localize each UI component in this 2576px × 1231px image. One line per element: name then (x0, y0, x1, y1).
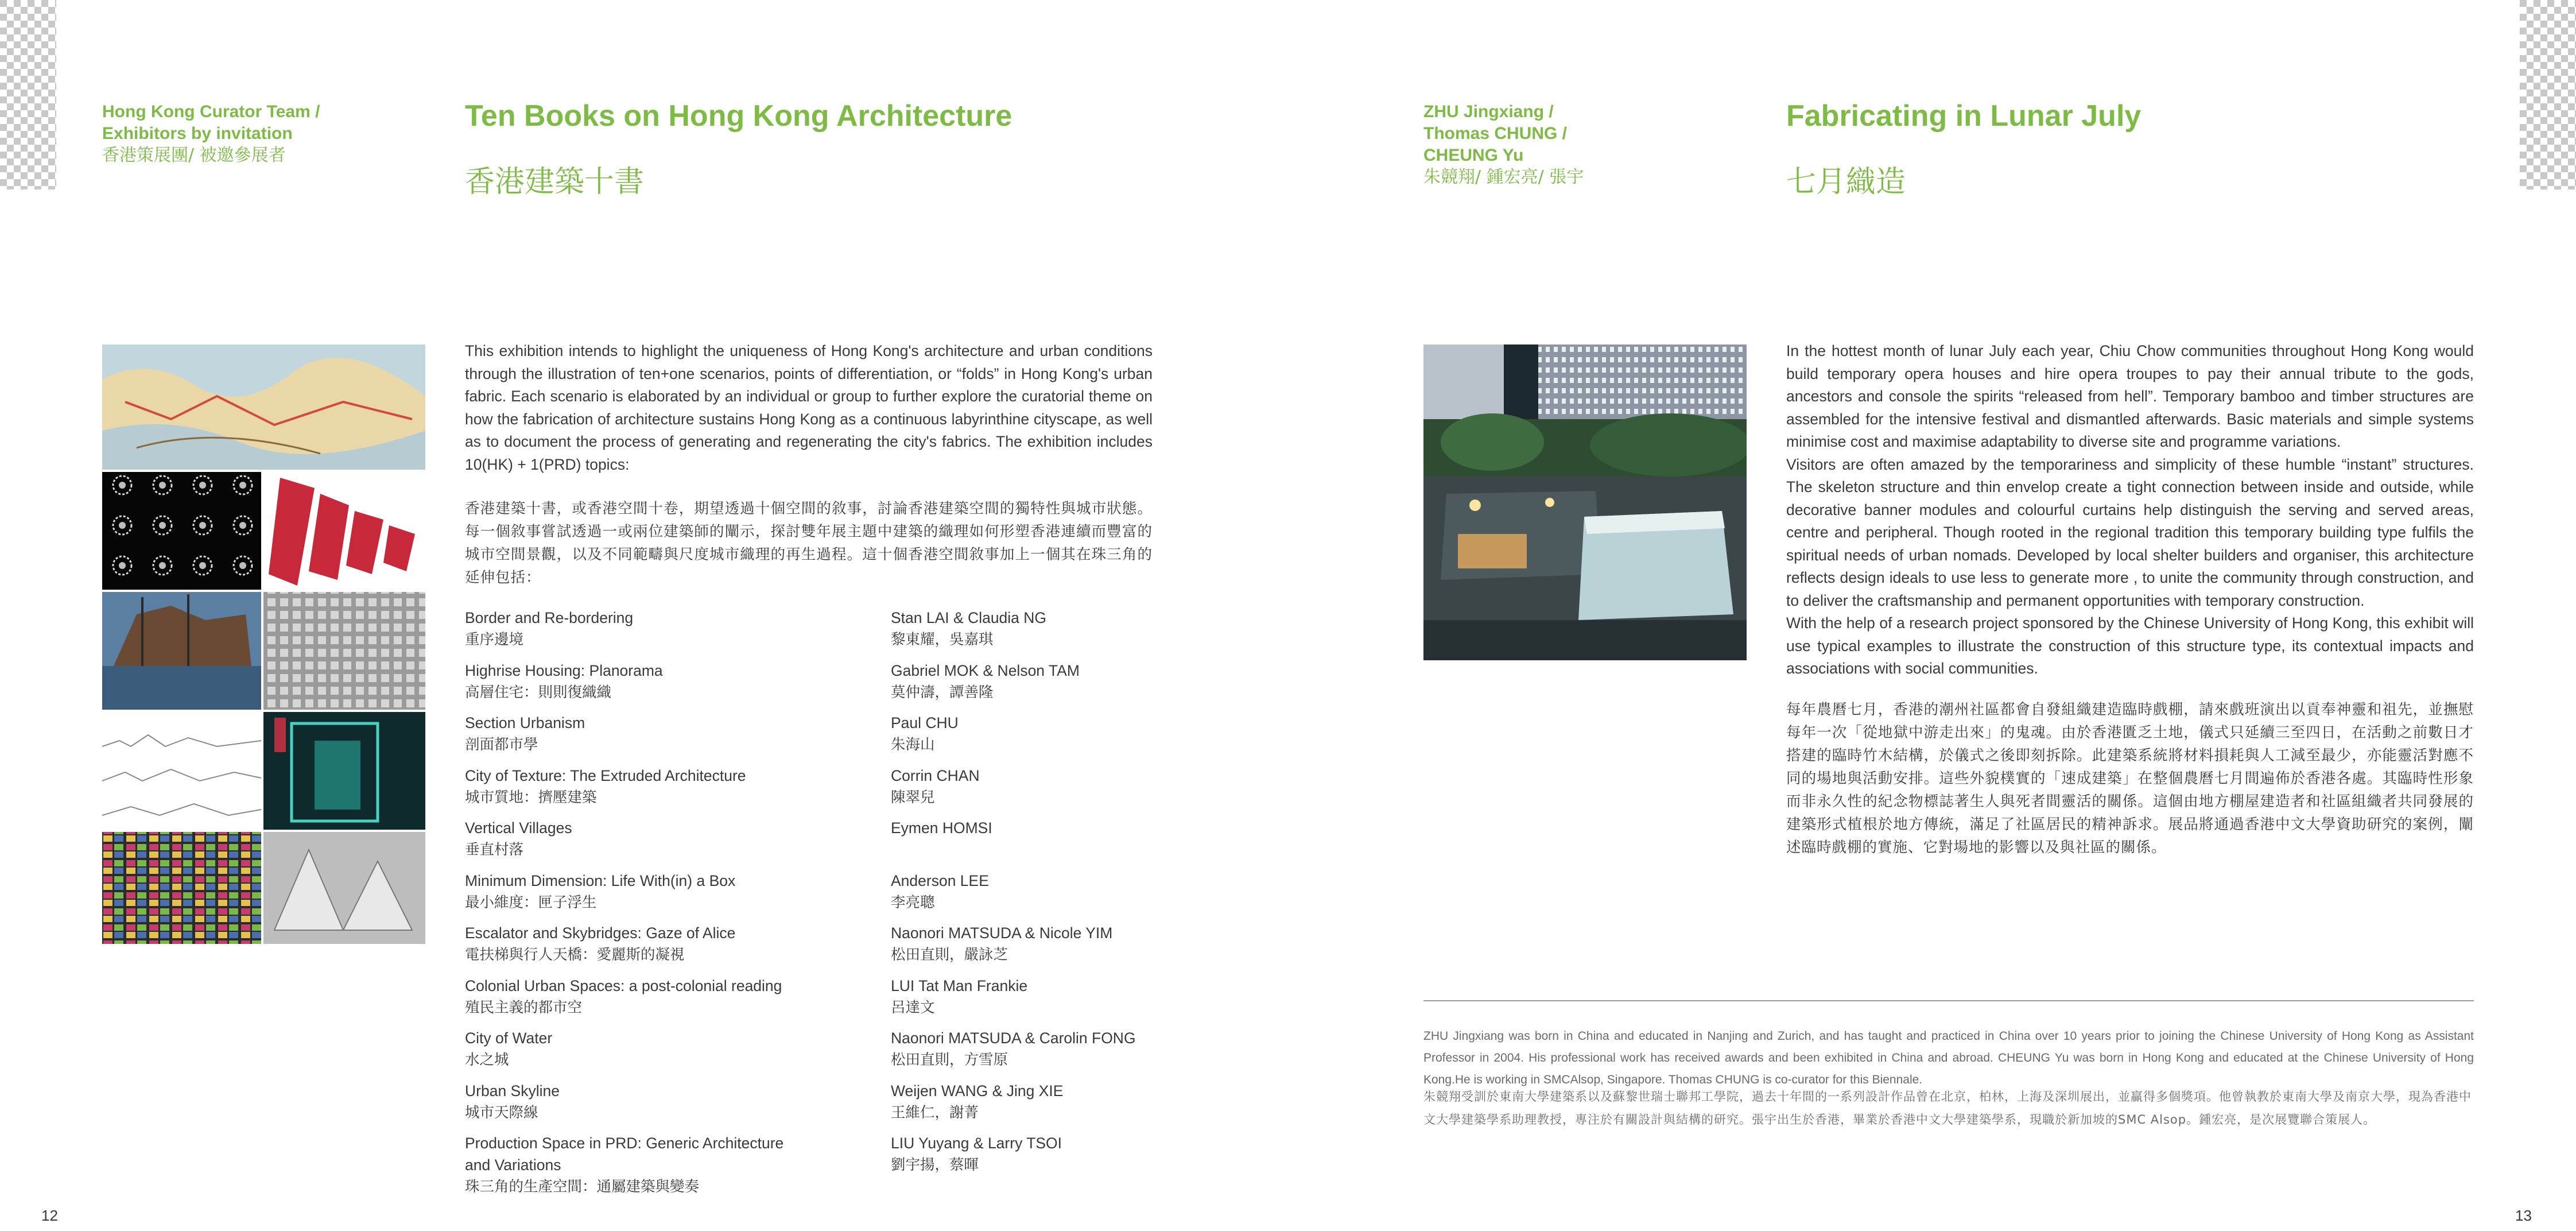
contributor-item (891, 870, 1235, 913)
left-credit-cn: 香港策展團/ 被邀參展者 (102, 145, 286, 165)
contributor-en: Corrin CHAN (891, 767, 980, 784)
right-credit-line-2: Thomas CHUNG / (1423, 124, 1568, 143)
topic-en: Border and Re-bordering (465, 609, 634, 626)
right-intro-paragraph: Visitors are often amazed by the temporariness and simplicity of these humble “instant” structures. The skeleton structure and thin envelop create a tight connection between inside and outside, while decorative banner modules and colourful curtains help distinguish the serving and served areas, centre and peripheral. Though rooted in the regional tradition this temporary building type fulfils the spiritual needs of urban nomads. Developed by local shelter builders and organiser, this architecture reflects design ideals to use less to generate more , to unite the community through construction, and to deliver the craftsmanship and permanent opportunities with temporary construction. (1786, 455, 2474, 609)
night-opera-house-photo (1423, 344, 1747, 660)
right-title-en: Fabricating in Lunar July (1786, 99, 2142, 133)
topic-item (465, 975, 809, 1019)
right-photo (1423, 344, 1747, 660)
contributor-cn: 李亮聰 (891, 894, 935, 911)
contributor-item (891, 712, 1235, 756)
contributor-item (891, 975, 1235, 1019)
topic-en: Production Space in PRD: Generic Architecture (465, 1135, 784, 1152)
contributor-cn: 松田直則，方雪原 (891, 1051, 1008, 1069)
topic-cn: 珠三角的生產空間：通屬建築與變奏 (465, 1178, 700, 1195)
right-intro-en (1786, 340, 2474, 680)
topic-en: City of Texture: The Extruded Architecture (465, 767, 746, 784)
topic-en: Escalator and Skybridges: Gaze of Alice (465, 924, 736, 942)
contributor-cn: 劉宇揚，蔡暉 (891, 1156, 979, 1174)
contributor-en: Naonori MATSUDA & Nicole YIM (891, 924, 1113, 942)
contributor-cn: 朱海山 (891, 736, 935, 753)
contributor-item (891, 765, 1235, 808)
topic-cn: 剖面都市學 (465, 736, 538, 753)
left-credit-line-2: Exhibitors by invitation (102, 124, 293, 143)
contributor-en: Gabriel MOK & Nelson TAM (891, 662, 1080, 679)
right-intro-cn: 每年農曆七月，香港的潮州社區都會自發組織建造臨時戲棚，請來戲班演出以貢奉神靈和祖先，並撫慰每年一次「從地獄中游走出來」的鬼魂。由於香港匱乏土地，儀式只延續三至四日，在活動之前數日才搭建的臨時竹木結構，於儀式之後即刻拆除。此建築系統將材料損耗與人工減至最少，亦能靈活對應不同的場地與活動安排。這些外貌樸實的「速成建築」在整個農曆七月間遍佈於香港各處。其臨時性形象而非永久性的紀念物標誌著生人與死者間靈活的關係。這個由地方棚屋建造者和社區組織者共同發展的建築形式植根於地方傳統，滿足了社區居民的精神訴求。展品將通過香港中文大學資助研究的案例，闡述臨時戲棚的實施、它對場地的影響以及與社區的關係。 (1786, 701, 2474, 856)
contributor-en: Paul CHU (891, 714, 959, 731)
topic-item (465, 1132, 809, 1198)
right-credit-line-3: CHEUNG Yu (1423, 146, 1524, 165)
topic-en: Minimum Dimension: Life With(in) a Box (465, 872, 736, 889)
right-page-number: 13 (2515, 1207, 2532, 1224)
topic-item (465, 870, 809, 913)
topic-en: City of Water (465, 1029, 553, 1047)
left-credit-line-1: Hong Kong Curator Team / (102, 102, 320, 121)
topic-item (465, 607, 809, 651)
topic-item (465, 1080, 809, 1124)
topic-cn: 最小維度：匣子浮生 (465, 894, 597, 911)
topic-cn: 城市質地：擠壓建築 (465, 789, 597, 806)
left-title-en: Ten Books on Hong Kong Architecture (465, 99, 1012, 133)
topic-cn: 高層住宅：則則復織織 (465, 684, 612, 701)
topic-cn: 電扶梯與行人天橋：愛麗斯的凝視 (465, 946, 685, 963)
left-image-collage (102, 344, 425, 944)
contributor-item (891, 1132, 1235, 1176)
contributor-item (891, 607, 1235, 651)
topic-item (465, 1027, 809, 1071)
topic-en: Highrise Housing: Planorama (465, 662, 663, 679)
contributor-en: Anderson LEE (891, 872, 989, 889)
contributor-en: Naonori MATSUDA & Carolin FONG (891, 1029, 1136, 1047)
contributor-en: Eymen HOMSI (891, 819, 992, 837)
contributor-item (891, 1027, 1235, 1071)
contributor-en: Stan LAI & Claudia NG (891, 609, 1047, 626)
contributor-item (891, 1080, 1235, 1124)
right-edge-pattern (2520, 0, 2576, 189)
right-credit-cn: 朱競翔/ 鍾宏亮/ 張宇 (1423, 167, 1584, 187)
contributor-cn: 王維仁，謝菁 (891, 1104, 979, 1121)
contributor-cn: 陳翠兒 (891, 789, 935, 806)
left-credit (102, 101, 366, 167)
right-title-cn: 七月織造 (1786, 165, 1906, 199)
left-page-number: 12 (41, 1207, 58, 1224)
contributor-item (891, 660, 1235, 703)
collage-graphic (102, 344, 425, 944)
contributor-en: LIU Yuyang & Larry TSOI (891, 1135, 1062, 1152)
contributor-cn: 呂達文 (891, 999, 935, 1016)
topic-en: Section Urbanism (465, 714, 585, 731)
bio-divider (1423, 1000, 2474, 1001)
topic-item (465, 712, 809, 756)
bio-cn: 朱競翔受訓於東南大學建築系以及蘇黎世瑞士聯邦工學院，過去十年間的一系列設計作品曾在北京，柏林，上海及深圳展出，並贏得多個獎項。他曾執教於東南大學及南京大學，現為香港中文大學建築學系助理教授，專注於有關設計與結構的研究。張宇出生於香港，畢業於香港中文大學建築學系，現職於新加坡的SMC Alsop。鍾宏亮，是次展覽聯合策展人。 (1423, 1090, 2472, 1127)
contributor-en: LUI Tat Man Frankie (891, 977, 1028, 994)
contributor-item (891, 817, 1235, 839)
contributor-cn: 莫仲濤，譚善隆 (891, 684, 994, 701)
left-edge-pattern (0, 0, 56, 189)
topic-item (465, 817, 809, 861)
topic-en: Urban Skyline (465, 1082, 560, 1100)
topic-cn: 殖民主義的都市空 (465, 999, 583, 1016)
left-intro-en: This exhibition intends to highlight the uniqueness of Hong Kong's architecture and urban conditions through the illustration of ten+one scenarios, points of differentiation, or “folds” in Hong Kong's urban fabric. Each scenario is elaborated by an individual or group to further explore the curatorial theme on how the fabrication of architecture sustains Hong Kong as a continuous labyrinthine cityscape, as well as to document the process of generating and regenerating the city's fabrics. The exhibition includes 10(HK) + 1(PRD) topics: (465, 342, 1153, 473)
topic-item (465, 922, 809, 966)
right-intro-paragraph: In the hottest month of lunar July each year, Chiu Chow communities throughout Hong Kong would build temporary opera houses and hire opera troupes to pay their annual tribute to the gods, ancestors and console the spirits “released from hell”. Temporary bamboo and timber structures are assembled for the intensive festival and dismantled afterwards. Basic materials and simple systems minimise cost and maximise adaptability to diverse site and programme variations. (1786, 342, 2474, 450)
right-intro-paragraph: With the help of a research project sponsored by the Chinese University of Hong Kong, this exhibit will use typical examples to illustrate the construction of this structure type, its contextual impacts and associations with social communities. (1786, 614, 2474, 677)
topic-cn: 垂直村落 (465, 841, 524, 858)
right-credit (1423, 101, 1665, 188)
left-title-cn: 香港建築十書 (465, 165, 645, 199)
right-credit-line-1: ZHU Jingxiang / (1423, 102, 1554, 121)
left-intro-cn: 香港建築十書，或香港空間十卷，期望透過十個空間的敘事，討論香港建築空間的獨特性與城市狀態。每一個敘事嘗試透過一或兩位建築師的闡示，探討雙年展主題中建築的織理如何形塑香港連續而豐富的城市空間景觀，以及不同範疇與尺度城市織理的再生過程。這十個香港空間敘事加上一個其在珠三角的延伸包括： (465, 500, 1153, 586)
contributor-cn: 松田直則，嚴詠芝 (891, 946, 1008, 963)
topic-en: Vertical Villages (465, 819, 572, 837)
topic-item (465, 660, 809, 703)
topic-item (465, 765, 809, 808)
topic-cn: 城市天際線 (465, 1104, 538, 1121)
topic-en-cont: and Variations (465, 1156, 561, 1174)
bio-en: ZHU Jingxiang was born in China and educated in Nanjing and Zurich, and has taught and practiced in China over 10 years prior to joining the Chinese University of Hong Kong as Assistant Professor in 2004. His professional work has received awards and been exhibited in China and abroad. CHEUNG Yu was born in Hong Kong and educated at the Chinese University of Hong Kong.He is working in SMCAlsop, Singapore. Thomas CHUNG is co-curator for this Biennale. (1423, 1029, 2474, 1086)
contributor-cn: 黎東耀，吳嘉琪 (891, 631, 994, 648)
contributor-item (891, 922, 1235, 966)
topic-en: Colonial Urban Spaces: a post-colonial reading (465, 977, 782, 994)
contributor-en: Weijen WANG & Jing XIE (891, 1082, 1064, 1100)
topic-cn: 重序邊境 (465, 631, 524, 648)
topic-cn: 水之城 (465, 1051, 509, 1069)
